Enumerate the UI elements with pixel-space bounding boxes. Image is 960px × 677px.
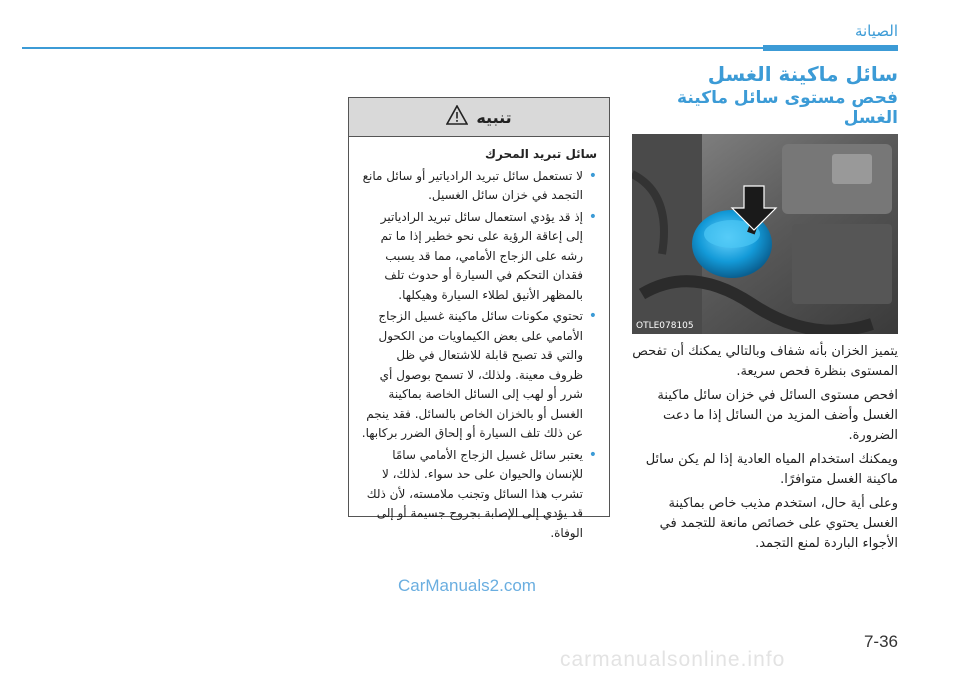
caution-body: [349, 137, 609, 543]
caution-label: تنبيه: [476, 107, 512, 127]
washer-reservoir-photo: [632, 134, 898, 334]
list-item: • لا تستعمل سائل تبريد الرادياتير أو سائل مانع التجمد في خزان سائل الغسيل.: [361, 167, 597, 206]
list-item: • يعتبر سائل غسيل الزجاج الأمامي سامًا للإنسان والحيوان على حد سواء. لذلك، لا تشرب هذا السائل وتجنب ملامسته، لأن ذلك قد يؤدي إلى الإصابة بجروح جسيمة أو إلى الوفاة.: [361, 446, 597, 544]
chapter-header: الصيانة: [854, 22, 898, 40]
caution-header: [349, 98, 609, 137]
footer-watermark: carmanualsonline.info: [560, 648, 786, 671]
caution-title: سائل تبريد المحرك: [485, 147, 597, 161]
paragraph: ويمكنك استخدام المياه العادية إذا لم يكن سائل ماكينة الغسل متوافرًا.: [645, 452, 898, 487]
paragraph: افحص مستوى السائل في خزان سائل ماكينة الغسل وأضف المزيد من السائل إذا ما دعت الضرورة.: [657, 388, 898, 443]
list-item: • إذ قد يؤدي استعمال سائل تبريد الرادياتير إلى إعاقة الرؤية على نحو خطير إذا ما تم رشه على الزجاج الأمامي، مما قد يسبب فقدان التحكم في السيارة أو حدوث تلف بالمظهر الأنيق لطلاء السيارة وهيكلها.: [361, 208, 597, 306]
section-title: سائل ماكينة الغسل: [707, 62, 898, 86]
body-text: [632, 342, 898, 554]
sub-title: فحص مستوى سائل ماكينة الغسل: [677, 88, 898, 128]
engine-bay-illustration: [632, 134, 898, 334]
header-rule: [22, 47, 898, 49]
caution-list: [361, 167, 597, 544]
paragraph: وعلى أية حال، استخدم مذيب خاص بماكينة الغسل يحتوي على خصائص مانعة للتجمد في الأجواء الباردة لمنع التجمد.: [659, 496, 898, 551]
list-item: • تحتوي مكونات سائل ماكينة غسيل الزجاج الأمامي على بعض الكيماويات من الكحول والتي قد تصبح قابلة للاشتعال في ظل ظروف معينة. ولذلك، لا تسمح بوصول أي شرر أو لهب إلى السائل الخاصة بماكينة الغسل أو بالخزان الخاص بالسائل. فقد ينجم عن ذلك تلف السيارة أو إلحاق الضرر بركابها.: [361, 307, 597, 444]
warning-triangle-icon: [446, 105, 468, 129]
photo-code: OTLE078105: [636, 321, 694, 331]
page-number: 7-36: [863, 632, 898, 651]
caution-box: [348, 97, 610, 540]
right-column: [632, 58, 898, 558]
site-watermark: CarManuals2.com: [398, 576, 536, 595]
paragraph: يتميز الخزان بأنه شفاف وبالتالي يمكنك أن تفحص المستوى بنظرة فحص سريعة.: [632, 344, 898, 379]
